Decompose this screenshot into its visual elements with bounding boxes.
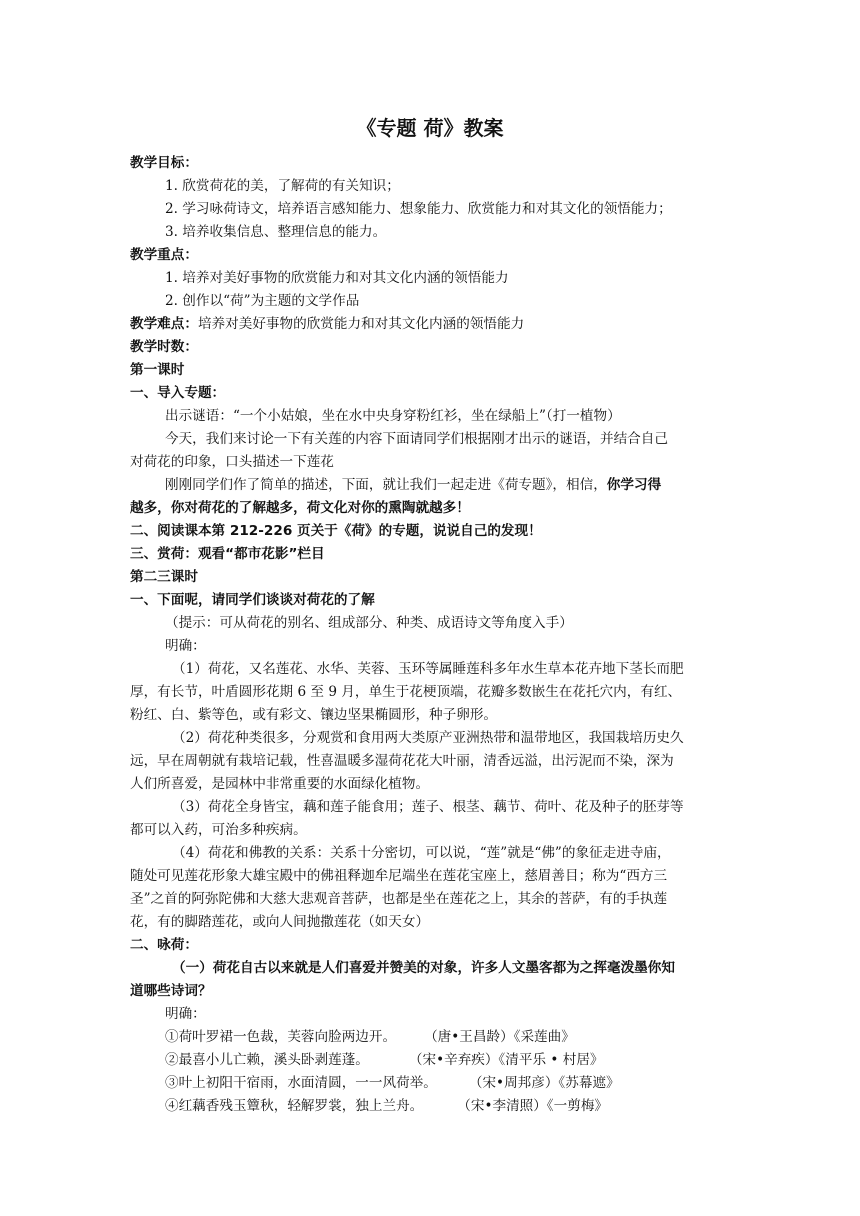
mingque-label: 明确： [165, 638, 206, 654]
paragraph-line: （1）荷花，又名莲花、水华、芙蓉、玉环等属睡莲科多年水生草本花卉地下茎长而肥 [172, 661, 684, 677]
objective-item: 1. 欣赏荷花的美，了解荷的有关知识； [165, 178, 400, 194]
riddle-text: 出示谜语：“一个小姑娘，坐在水中央身穿粉红衫，坐在绿船上”（打一植物） [165, 408, 621, 424]
paragraph-line: 圣”之首的阿弥陀佛和大慈大悲观音菩萨，也都是坐在莲花之上，其余的菩萨，有的手执莲 [130, 891, 668, 907]
paragraph-line: （4）荷花和佛教的关系：关系十分密切，可以说，“莲”就是“佛”的象征走进寺庙， [172, 845, 671, 861]
difficulty-text: 培养对美好事物的欣赏能力和对其文化内涵的领悟能力 [197, 316, 525, 332]
difficulty-label: 教学难点： [130, 316, 198, 332]
objective-item: 3. 培养收集信息、整理信息的能力。 [165, 224, 387, 240]
poem-source: （宋•辛弃疾）《清平乐 • 村居》 [408, 1052, 604, 1068]
paragraph-line: 都可以入药，可治多种疾病。 [130, 822, 307, 838]
mingque-label: 明确： [165, 1006, 206, 1022]
paragraph-line: 随处可见莲花形象大雄宝殿中的佛祖释迦牟尼端坐在莲花宝座上，慈眉善目；称为“西方三 [130, 868, 668, 884]
poem-line [165, 1095, 777, 1118]
paragraph-line: 对荷花的印象，口头描述一下莲花 [130, 454, 334, 470]
key-point-item: 2. 创作以“荷”为主题的文学作品 [165, 293, 360, 309]
paragraph-line: 远，早在周朝就有栽培记载，性喜温暖多湿荷花花大叶丽，清香远溢，出污泥而不染，深为 [130, 753, 674, 769]
time-heading: 教学时数： [130, 339, 198, 355]
paragraph-line: 厚，有长节，叶盾圆形花期 6 至 9 月，单生于花梗顶端，花瓣多数嵌生在花托穴内，有红、 [130, 684, 682, 700]
key-points-heading: 教学重点： [130, 247, 198, 263]
document-title: 《专题 荷》教案 [356, 116, 504, 140]
poem-verse: ①荷叶罗裙一色裁，芙蓉向脸两边开。 [165, 1029, 397, 1045]
poem-verse: ④红藕香残玉簟秋，轻解罗裳，独上兰舟。 [165, 1098, 424, 1114]
difficulty-line [130, 313, 742, 336]
poem-source: （宋•李清照）《一剪梅》 [457, 1098, 609, 1114]
lesson23-section1-heading: 一、下面呢，请同学们谈谈对荷花的了解 [130, 592, 375, 608]
lesson23-section2-heading: 二、咏荷： [130, 937, 198, 953]
question-line: （一）荷花自古以来就是人们喜爱并赞美的对象，许多人文墨客都为之挥毫泼墨你知 [172, 960, 675, 976]
poem-line [165, 1049, 777, 1072]
poem-line [165, 1026, 777, 1049]
paragraph-emphasis-line: 越多，你对荷花的了解越多，荷文化对你的熏陶就越多！ [130, 500, 470, 516]
key-point-item: 1. 培养对美好事物的欣赏能力和对其文化内涵的领悟能力 [165, 270, 509, 286]
poem-source: （宋•周邦彦）《苏幕遮》 [468, 1075, 620, 1091]
paragraph-line: （2）荷花种类很多，分观赏和食用两大类原产亚洲热带和温带地区，我国栽培历史久 [172, 730, 684, 746]
poem-source: （唐•王昌龄）《采莲曲》 [424, 1029, 575, 1045]
question-line: 道哪些诗词？ [130, 983, 212, 999]
poem-line [165, 1072, 777, 1095]
lesson1-section1-heading: 一、导入专题： [130, 385, 226, 401]
paragraph-text: 刚刚同学们作了简单的描述，下面，就让我们一起走进《荷专题》，相信， [165, 477, 607, 493]
objectives-heading: 教学目标： [130, 155, 198, 171]
paragraph-line: 人们所喜爱，是园林中非常重要的水面绿化植物。 [130, 776, 430, 792]
paragraph-line: 花，有的脚踏莲花，或向人间抛撒莲花（如天女） [130, 914, 430, 930]
poem-verse: ②最喜小儿亡赖，溪头卧剥莲蓬。 [165, 1052, 369, 1068]
objective-item: 2. 学习咏荷诗文，培养语言感知能力、想象能力、欣赏能力和对其文化的领悟能力； [165, 201, 672, 217]
paragraph-line: 今天，我们来讨论一下有关莲的内容下面请同学们根据刚才出示的谜语，并结合自己 [165, 431, 668, 447]
lesson1-section3-heading: 三、赏荷：观看“都市花影”栏目 [130, 546, 325, 562]
paragraph-line: 粉红、白、紫等色，或有彩文、镶边坚果椭圆形，种子卵形。 [130, 707, 498, 723]
lesson1-heading: 第一课时 [130, 362, 185, 378]
lesson1-section2-heading: 二、阅读课本第 212-226 页关于《荷》的专题，说说自己的发现！ [130, 523, 542, 539]
poem-verse: ③叶上初阳干宿雨，水面清圆，一一风荷举。 [165, 1075, 437, 1091]
paragraph-line: （3）荷花全身皆宝，藕和莲子能食用；莲子、根茎、藕节、荷叶、花及种子的胚芽等 [172, 799, 684, 815]
lesson23-heading: 第二三课时 [130, 569, 198, 585]
paragraph-line [165, 474, 777, 497]
paragraph-emphasis: 你学习得 [606, 477, 662, 493]
hint-text: （提示：可从荷花的别名、组成部分、种类、成语诗文等角度入手） [165, 615, 573, 631]
